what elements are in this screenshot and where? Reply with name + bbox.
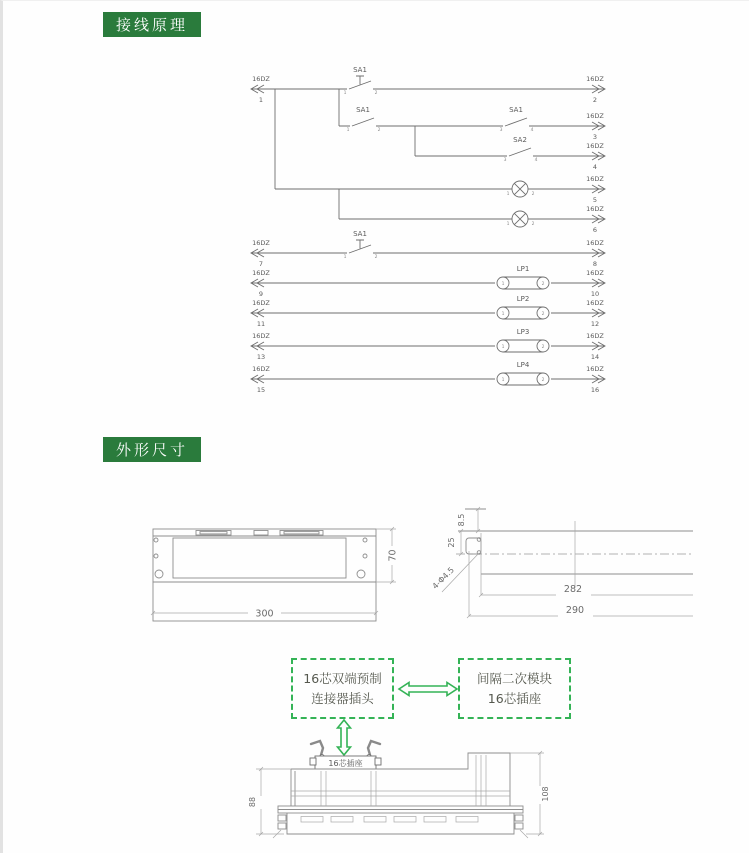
dim-top-c xyxy=(479,533,693,597)
terminal-pin: 6 xyxy=(592,226,598,234)
terminal-pin: 13 xyxy=(256,353,266,361)
dim-front-height xyxy=(376,527,399,584)
terminal-pin: 12 xyxy=(590,320,600,328)
hole-note: 4-Φ4.5 xyxy=(430,565,456,591)
switch-label: SA1 xyxy=(356,106,370,114)
lamp-lp4 xyxy=(495,361,551,387)
terminal-label: 16DZ xyxy=(586,75,604,83)
dim-value: 70 xyxy=(387,549,399,562)
module-socket-line2: 16芯插座 xyxy=(487,690,542,706)
terminal-left-13 xyxy=(251,332,270,361)
switch-sa2-row3 xyxy=(504,136,538,163)
terminal-label: 16DZ xyxy=(586,205,604,213)
terminal-right-5 xyxy=(586,175,605,204)
module-body xyxy=(273,753,528,838)
lamp-lp2 xyxy=(495,295,551,321)
terminal-pin: 15 xyxy=(256,386,266,394)
connector-plug-line2: 连接器插头 xyxy=(311,690,374,706)
dim-value: 88 xyxy=(248,796,257,808)
contact-pin: 2 xyxy=(541,282,545,287)
contact-pin: 2 xyxy=(531,222,535,227)
switch-sa1-row1 xyxy=(344,66,378,96)
switch-label: SA2 xyxy=(513,136,527,144)
terminal-pin: 1 xyxy=(258,96,264,104)
terminal-label: 16DZ xyxy=(586,332,604,340)
terminal-label: 16DZ xyxy=(252,239,270,247)
circuit-wires xyxy=(251,89,605,379)
terminal-right-4 xyxy=(586,142,605,171)
contact-pin: 1 xyxy=(343,91,347,96)
section-title-outline: 外形尺寸 xyxy=(103,437,201,462)
lamp-lp1 xyxy=(495,265,551,291)
dim-value: 300 xyxy=(255,608,274,620)
dim-front-width xyxy=(151,609,378,620)
contact-pin: 3 xyxy=(503,158,507,163)
terminal-label: 16DZ xyxy=(586,365,604,373)
terminal-right-6 xyxy=(586,205,605,234)
contact-pin: 2 xyxy=(541,312,545,317)
dim-top-b xyxy=(447,529,463,556)
terminal-pin: 5 xyxy=(592,196,598,204)
dim-top-a xyxy=(457,507,480,533)
terminal-label: 16DZ xyxy=(586,175,604,183)
terminal-pin: 7 xyxy=(258,260,264,268)
terminal-pin: 4 xyxy=(592,163,598,171)
contact-pin: 1 xyxy=(506,222,510,227)
socket-16pin xyxy=(310,756,381,769)
contact-pin: 1 xyxy=(506,192,510,197)
contact-pin: 2 xyxy=(374,91,378,96)
horizontal-double-arrow-icon xyxy=(397,679,459,699)
terminal-label: 16DZ xyxy=(586,239,604,247)
contact-pin: 1 xyxy=(343,255,347,260)
switch-label: SA1 xyxy=(353,230,367,238)
lamp-label: LP4 xyxy=(516,361,530,369)
switch-label: SA1 xyxy=(353,66,367,74)
terminal-pin: 14 xyxy=(590,353,600,361)
lamp-lp3 xyxy=(495,328,551,354)
module-socket-box xyxy=(458,658,571,719)
contact-pin: 1 xyxy=(501,282,505,287)
terminal-label: 16DZ xyxy=(252,365,270,373)
terminal-right-14 xyxy=(586,332,605,361)
dim-value: 25 xyxy=(447,537,456,548)
terminal-label: 16DZ xyxy=(586,142,604,150)
contact-pin: 4 xyxy=(530,128,534,133)
dim-value: 290 xyxy=(565,605,585,616)
contact-pin: 2 xyxy=(541,345,545,350)
hole-callout xyxy=(431,553,479,592)
contact-pin: 1 xyxy=(501,378,505,383)
terminal-right-12 xyxy=(586,299,605,328)
terminal-right-3 xyxy=(586,112,605,141)
lamp-label: LP3 xyxy=(516,328,530,336)
terminal-pin: 9 xyxy=(258,290,264,298)
terminal-label: 16DZ xyxy=(252,332,270,340)
socket-label: 16芯插座 xyxy=(328,759,363,768)
terminal-label: 16DZ xyxy=(586,269,604,277)
connector-plug-line1: 16芯双端预制 xyxy=(303,671,382,687)
contact-pin: 3 xyxy=(499,128,503,133)
top-view-outline xyxy=(458,509,693,574)
lamp-label: LP1 xyxy=(516,265,530,273)
dim-side-left xyxy=(248,767,291,836)
lamp-label: LP2 xyxy=(516,295,530,303)
contact-pin: 2 xyxy=(531,192,535,197)
terminal-pin: 2 xyxy=(592,96,598,104)
top-view-drawing xyxy=(428,496,723,628)
wiring-diagram xyxy=(231,63,626,398)
front-view-outline xyxy=(153,529,376,621)
dim-value: 108 xyxy=(541,786,550,802)
contact-pin: 1 xyxy=(501,345,505,350)
switch-sa1-row2-right xyxy=(500,106,534,133)
switch-sa1-row2-left xyxy=(347,106,381,133)
terminal-left-9 xyxy=(251,269,270,298)
terminal-pin: 8 xyxy=(592,260,598,268)
contact-pin: 4 xyxy=(534,158,538,163)
terminal-left-1 xyxy=(251,75,270,104)
connector-plug-box xyxy=(291,658,394,719)
terminal-label: 16DZ xyxy=(252,299,270,307)
side-view-drawing xyxy=(243,716,563,853)
switch-label: SA1 xyxy=(509,106,523,114)
terminal-pin: 3 xyxy=(592,133,598,141)
terminal-right-8 xyxy=(586,239,605,268)
contact-pin: 2 xyxy=(377,128,381,133)
terminal-right-16 xyxy=(586,365,605,394)
contact-pin: 1 xyxy=(501,312,505,317)
terminal-label: 16DZ xyxy=(252,269,270,277)
terminal-left-7 xyxy=(251,239,270,268)
module-socket-line1: 间隔二次模块 xyxy=(476,671,552,687)
terminal-label: 16DZ xyxy=(586,299,604,307)
dim-value: 282 xyxy=(563,584,583,595)
terminal-right-2 xyxy=(586,75,605,104)
terminal-left-15 xyxy=(251,365,270,394)
section-title-wiring: 接线原理 xyxy=(103,12,201,37)
dim-value: 8.5 xyxy=(457,513,466,527)
terminal-left-11 xyxy=(251,299,270,328)
terminal-right-10 xyxy=(586,269,605,298)
front-view-drawing xyxy=(143,516,408,628)
terminal-pin: 16 xyxy=(590,386,600,394)
contact-pin: 2 xyxy=(541,378,545,383)
terminal-pin: 10 xyxy=(590,290,600,298)
switch-sa1-row7 xyxy=(344,230,378,260)
terminal-label: 16DZ xyxy=(252,75,270,83)
contact-pin: 2 xyxy=(374,255,378,260)
terminal-label: 16DZ xyxy=(586,112,604,120)
contact-pin: 1 xyxy=(346,128,350,133)
terminal-pin: 11 xyxy=(256,320,266,328)
